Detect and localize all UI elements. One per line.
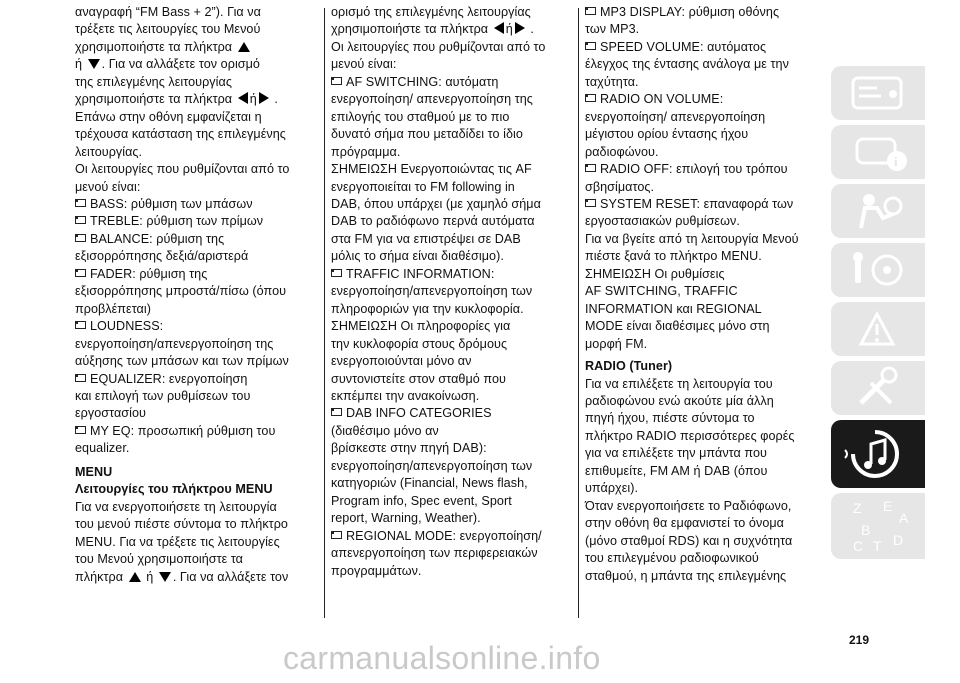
column-divider	[578, 8, 579, 618]
paragraph-line: Οι λειτουργίες που ρυθμίζονται από το	[331, 39, 546, 54]
text-column-3	[585, 4, 825, 585]
paragraph-line: Για να επιλέξετε τη λειτουργία του	[585, 376, 773, 391]
note-line: ΣΗΜΕΙΩΣΗ Οι ρυθμίσεις	[585, 266, 725, 281]
index-letter: A	[899, 510, 909, 526]
tab-maintenance[interactable]	[831, 361, 925, 415]
list-item-cont: και επιλογή των ρυθμίσεων του	[75, 388, 251, 403]
paragraph-line: Επάνω στην οθόνη εμφανίζεται η	[75, 109, 262, 124]
bullet-icon	[585, 94, 596, 102]
paragraph-line: μενού είναι:	[331, 57, 397, 72]
bullet-icon	[585, 42, 596, 50]
bullet-icon	[331, 77, 342, 85]
list-item: MY EQ: προσωπική ρύθμιση του	[75, 423, 321, 440]
paragraph-line: ή . Για να αλλάξετε τον ορισμό	[75, 57, 260, 72]
list-item-cont: Program info, Spec event, Sport	[331, 493, 512, 508]
chapter-tabs	[831, 66, 925, 564]
down-arrow-icon	[159, 572, 171, 582]
paragraph-line: τρέχουσα κατάσταση της επιλεγμένης	[75, 127, 286, 142]
list-item-cont: βρίσκεστε στην πηγή DAB):	[331, 441, 487, 456]
note-line: ενεργοποιείται το FM following in	[331, 179, 515, 194]
list-item: TREBLE: ρύθμιση των πρίμων	[75, 213, 321, 230]
list-item: RADIO OFF: επιλογή του τρόπου	[585, 161, 825, 178]
list-item-cont: δυνατό σήμα που μεταδίδει το ίδιο	[331, 127, 523, 142]
paragraph-line: πηγή ήχου, πιέστε σύντομα το	[585, 411, 755, 426]
car-info-icon	[831, 125, 925, 179]
note-line: μορφή FM.	[585, 336, 648, 351]
tab-emergency[interactable]	[831, 302, 925, 356]
list-item: FADER: ρύθμιση της	[75, 266, 321, 283]
left-arrow-icon	[494, 22, 504, 34]
list-item-cont: ενεργοποίηση/ απενεργοποίηση	[585, 109, 766, 124]
list-item: EQUALIZER: ενεργοποίηση	[75, 371, 321, 388]
bullet-icon	[585, 164, 596, 172]
left-arrow-icon	[238, 92, 248, 104]
right-arrow-icon	[515, 22, 525, 34]
list-item-cont: ενεργοποίηση/απενεργοποίηση των	[331, 284, 533, 299]
paragraph-line: τρέξετε τις λειτουργίες του Μενού	[75, 22, 261, 37]
list-item: DAB INFO CATEGORIES	[331, 405, 577, 422]
list-item-cont: επιλογής του σταθμού με το πιο	[331, 109, 510, 124]
list-item-cont: equalizer.	[75, 441, 130, 456]
paragraph-line: του Μενού χρησιμοποιήστε τα	[75, 552, 244, 567]
bullet-icon	[75, 321, 86, 329]
list-item-cont: ταχύτητα.	[585, 74, 639, 89]
paragraph-line: MENU. Για να τρέξετε τις λειτουργίες	[75, 534, 280, 549]
page-number: 219	[849, 633, 870, 647]
paragraph-line: υπάρχει).	[585, 481, 639, 496]
list-item-cont: μέγιστου ορίου έντασης ήχου	[585, 127, 749, 142]
note-line: DAB, όπου υπάρχει (με χαμηλό σήμα	[331, 196, 541, 211]
down-arrow-icon	[88, 59, 100, 69]
list-item-cont: αύξησης των μπάσων και των πρίμων	[75, 354, 289, 369]
paragraph-line: αναγραφή “FM Bass + 2”). Για να	[75, 5, 261, 19]
subsection-heading: Λειτουργίες του πλήκτρου MENU	[75, 482, 273, 497]
note-line: εκπέμπει την ανακοίνωση.	[331, 388, 480, 403]
paragraph-line: πιέστε ξανά το πλήκτρο MENU.	[585, 249, 762, 264]
paragraph-line: της επιλεγμένης λειτουργίας	[75, 74, 232, 89]
paragraph-line: του μενού πιέστε σύντομα το πλήκτρο	[75, 517, 288, 532]
paragraph-line: για να επιλέξετε την μπάντα που	[585, 446, 767, 461]
note-line: συντονιστείτε στον σταθμό που	[331, 371, 506, 386]
paragraph-line: Για να ενεργοποιήσετε τη λειτουργία	[75, 499, 277, 514]
bullet-icon	[331, 531, 342, 539]
list-item-cont: εργοστασίου	[75, 406, 146, 421]
bullet-icon	[75, 216, 86, 224]
bullet-icon	[331, 408, 342, 416]
list-item-cont: ενεργοποίηση/απενεργοποίηση της	[75, 336, 274, 351]
list-item: LOUDNESS:	[75, 318, 321, 335]
svg-text:i: i	[894, 154, 898, 169]
list-item: BASS: ρύθμιση των μπάσων	[75, 196, 321, 213]
text-column-1	[75, 4, 321, 586]
list-item-cont: report, Warning, Weather).	[331, 511, 481, 526]
index-letter: B	[861, 522, 871, 538]
text-column-2	[331, 4, 577, 580]
note-line: AF SWITCHING, TRAFFIC	[585, 284, 738, 299]
index-letters-icon	[831, 493, 925, 559]
section-heading: RADIO (Tuner)	[585, 359, 673, 374]
list-item-cont: (διαθέσιμο μόνο αν	[331, 423, 439, 438]
list-item-cont: έλεγχος της έντασης ανάλογα με την	[585, 57, 789, 72]
bullet-icon	[75, 234, 86, 242]
list-item-cont: εργοστασιακών ρυθμίσεων.	[585, 214, 740, 229]
list-item-cont: των MP3.	[585, 22, 640, 37]
bullet-icon	[75, 426, 86, 434]
list-item-cont: εξισορρόπησης δεξιά/αριστερά	[75, 249, 249, 264]
list-item-cont: ενεργοποίηση/απενεργοποίηση των	[331, 458, 533, 473]
list-item-cont: ενεργοποίηση/ απενεργοποίηση της	[331, 92, 533, 107]
list-item: TRAFFIC INFORMATION:	[331, 266, 577, 283]
list-item-cont: προβλέπεται)	[75, 301, 151, 316]
list-item: RADIO ON VOLUME:	[585, 91, 825, 108]
column-divider	[324, 8, 325, 618]
bullet-icon	[75, 199, 86, 207]
note-line: την κυκλοφορία στους δρόμους	[331, 336, 508, 351]
warning-triangle-icon	[831, 302, 925, 356]
note-line: ΣΗΜΕΙΩΣΗ Ενεργοποιώντας τις AF	[331, 162, 532, 177]
paragraph-line: Για να βγείτε από τη λειτουργία Μενού	[585, 231, 799, 246]
paragraph-line: σταθμού, η μπάντα της επιλεγμένης	[585, 568, 787, 583]
paragraph-line: Όταν ενεργοποιήσετε το Ραδιόφωνο,	[585, 498, 792, 513]
note-line: DAB το ραδιόφωνο περνά αυτόματα	[331, 214, 535, 229]
up-arrow-icon	[129, 572, 141, 582]
paragraph-line: λειτουργίας.	[75, 144, 143, 159]
paragraph-line: του επιλεγμένου ραδιοφωνικού	[585, 551, 759, 566]
paragraph-line: ορισμό της επιλεγμένης λειτουργίας	[331, 5, 531, 19]
note-line: INFORMATION και REGIONAL	[585, 301, 762, 316]
tab-multimedia[interactable]	[831, 420, 925, 488]
index-letter: Z	[853, 500, 862, 516]
list-item-cont: εξισορρόπησης μπροστά/πίσω (όπου	[75, 284, 287, 299]
list-item-cont: προγραμμάτων.	[331, 563, 422, 578]
tab-index[interactable]	[831, 493, 925, 559]
watermark: carmanualsonline.info	[283, 640, 601, 676]
list-item-cont: κατηγοριών (Financial, News flash,	[331, 476, 528, 491]
list-item: REGIONAL MODE: ενεργοποίηση/	[331, 528, 577, 545]
list-item: BALANCE: ρύθμιση της	[75, 231, 321, 248]
steering-wheel-key-icon	[831, 243, 925, 297]
airbag-safety-icon	[831, 184, 925, 238]
paragraph-line: στην οθόνη θα εμφανιστεί το όνομα	[585, 516, 785, 531]
note-line: ΣΗΜΕΙΩΣΗ Οι πληροφορίες για	[331, 319, 511, 334]
paragraph-line: ραδιοφώνου ενώ ακούτε μία άλλη	[585, 393, 774, 408]
paragraph-line: πλήκτρα ή . Για να αλλάξετε τον	[75, 569, 289, 584]
note-line: μόλις το σήμα είναι διαθέσιμο).	[331, 249, 504, 264]
note-line: MODE είναι διαθέσιμες μόνο στη	[585, 319, 770, 334]
list-item-cont: απενεργοποίηση των περιφερειακών	[331, 546, 538, 561]
list-item: SYSTEM RESET: επαναφορά των	[585, 196, 825, 213]
bullet-icon	[585, 7, 596, 15]
paragraph-line: μενού είναι:	[75, 179, 141, 194]
note-line: στα FM για να επιστρέψει σε DAB	[331, 231, 521, 246]
paragraph-line: πλήκτρο RADIO περισσότερες φορές	[585, 428, 795, 443]
paragraph-line: επιθυμείτε, FM AM ή DAB (όπου	[585, 463, 768, 478]
index-letter: C	[853, 538, 864, 554]
list-item-cont: πληροφοριών για την κυκλοφορία.	[331, 301, 524, 316]
tab-safety[interactable]	[831, 184, 925, 238]
list-item-cont: ραδιοφώνου.	[585, 144, 659, 159]
multimedia-icon	[831, 420, 925, 488]
list-item-cont: πρόγραμμα.	[331, 144, 401, 159]
tools-icon	[831, 361, 925, 415]
index-letter: T	[873, 538, 882, 554]
car-dashboard-icon	[831, 66, 925, 120]
paragraph-line: Οι λειτουργίες που ρυθμίζονται από το	[75, 162, 290, 177]
section-heading: MENU	[75, 464, 113, 479]
paragraph-line: χρησιμοποιήστε τα πλήκτρα ή .	[331, 22, 534, 37]
bullet-icon	[75, 269, 86, 277]
bullet-icon	[331, 269, 342, 277]
paragraph-line: χρησιμοποιήστε τα πλήκτρα ή .	[75, 92, 278, 107]
list-item: AF SWITCHING: αυτόματη	[331, 74, 577, 91]
list-item-cont: σβησίματος.	[585, 179, 655, 194]
bullet-icon	[75, 374, 86, 382]
list-item: SPEED VOLUME: αυτόματος	[585, 39, 825, 56]
index-letter: E	[883, 498, 893, 514]
tab-dashboard[interactable]	[831, 66, 925, 120]
tab-car-info[interactable]	[831, 125, 925, 179]
list-item: MP3 DISPLAY: ρύθμιση οθόνης	[585, 4, 825, 21]
tab-starting-driving[interactable]	[831, 243, 925, 297]
bullet-icon	[585, 199, 596, 207]
paragraph-line: χρησιμοποιήστε τα πλήκτρα	[75, 39, 321, 56]
index-letter: D	[893, 532, 904, 548]
right-arrow-icon	[259, 92, 269, 104]
note-line: ενεργοποιούνται μόνο αν	[331, 354, 472, 369]
paragraph-line: (μόνο σταθμοί RDS) και η συχνότητα	[585, 533, 793, 548]
up-arrow-icon	[238, 42, 250, 52]
